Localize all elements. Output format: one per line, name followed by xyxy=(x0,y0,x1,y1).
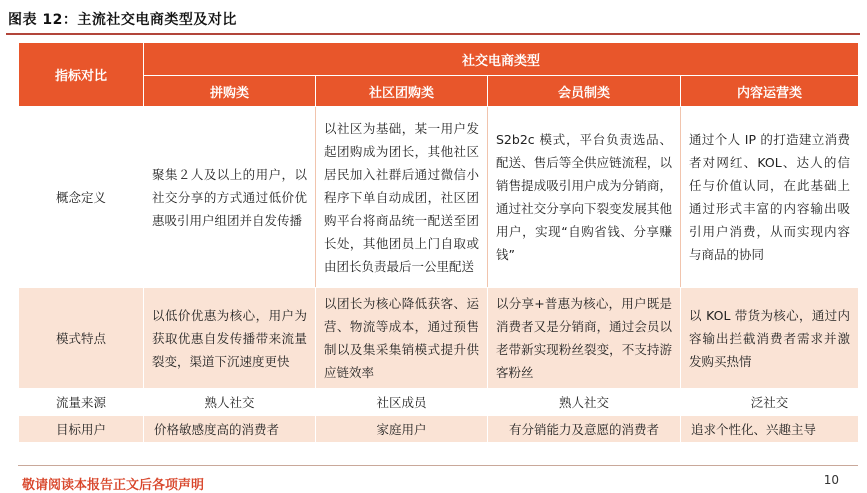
column-header-membership: 会员制类 xyxy=(488,76,681,107)
table-cell xyxy=(144,107,316,288)
table-cell xyxy=(316,107,488,288)
figure-title: 图表 12：主流社交电商类型及对比 xyxy=(8,12,237,28)
table-cell: 熟人社交 xyxy=(144,389,316,416)
table-cell: 价格敏感度高的消费者 xyxy=(144,416,316,443)
table-cell xyxy=(681,288,859,389)
table-cell: 泛社交 xyxy=(681,389,859,416)
cell-text: 以低价优惠为核心，用户为获取优惠自发传播带来流量裂变，渠道下沉速度更快 xyxy=(152,307,307,369)
cell-text: S2b2c 模式，平台负责选品、配送、售后等全供应链流程，以销售提成吸引用户成为分销商，通过社交分享向下裂变发展其他用户，实现“自购省钱、分享赚钱” xyxy=(496,132,672,262)
comparison-table xyxy=(18,42,859,443)
page-number: 10 xyxy=(823,473,839,487)
column-header-pingou: 拼购类 xyxy=(144,76,316,107)
table-row xyxy=(19,389,859,416)
table-row xyxy=(19,416,859,443)
table-cell xyxy=(144,288,316,389)
cell-text: 以社区为基础，某一用户发起团购成为团长，其他社区居民加入社群后通过微信小程序下单自动成团，社区团购平台将商品统一配送至团长处，其他团员上门自取或由团长负责最后一公里配送 xyxy=(324,120,479,274)
table-cell xyxy=(316,288,488,389)
table-cell xyxy=(488,288,681,389)
table-cell: 追求个性化、兴趣主导 xyxy=(681,416,859,443)
cell-text: 以分享+普惠为核心，用户既是消费者又是分销商，通过会员以老带新实现粉丝裂变，不支持游客粉丝 xyxy=(496,296,672,380)
row-label-features: 模式特点 xyxy=(19,288,144,389)
table-row xyxy=(19,107,859,288)
footer-divider xyxy=(18,465,858,466)
table-cell xyxy=(488,107,681,288)
table-cell: 社区成员 xyxy=(316,389,488,416)
footer-disclaimer: 敬请阅读本报告正文后各项声明 xyxy=(22,478,205,493)
corner-header: 指标对比 xyxy=(19,43,144,107)
group-header: 社交电商类型 xyxy=(144,43,859,76)
cell-text: 聚集２人及以上的用户，以社交分享的方式通过低价优惠吸引用户组团并自发传播 xyxy=(152,166,307,228)
row-label-traffic-source: 流量来源 xyxy=(19,389,144,416)
table-cell: 熟人社交 xyxy=(488,389,681,416)
table-cell xyxy=(681,107,859,288)
table-cell: 有分销能力及意愿的消费者 xyxy=(488,416,681,443)
cell-text: 以团长为核心降低获客、运营、物流等成本，通过预售制以及集采集销模式提升供应链效率 xyxy=(324,296,479,380)
row-label-target-users: 目标用户 xyxy=(19,416,144,443)
column-header-community: 社区团购类 xyxy=(316,76,488,107)
table-cell: 家庭用户 xyxy=(316,416,488,443)
column-header-content: 内容运营类 xyxy=(681,76,859,107)
cell-text: 以 KOL 带货为核心，通过内容输出拦截消费者需求并激发购买热情 xyxy=(689,307,851,369)
table-row xyxy=(19,288,859,389)
title-divider xyxy=(6,33,860,35)
cell-text: 通过个人 IP 的打造建立消费者对网红、KOL、达人的信任与价值认同，在此基础上通过形式丰富的内容输出吸引用户消费，从而实现内容与商品的协同 xyxy=(689,132,851,262)
row-label-definition: 概念定义 xyxy=(19,107,144,288)
